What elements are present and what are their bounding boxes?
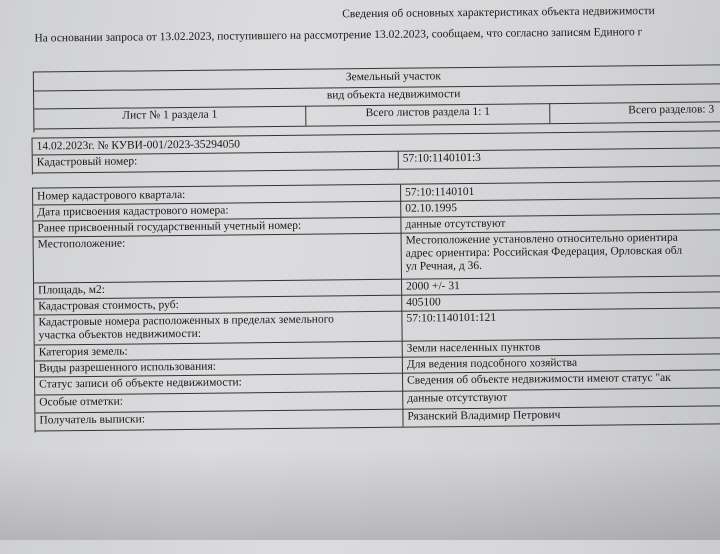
row-label: Статус записи об объекте недвижимости:: [35, 373, 403, 395]
row-label: Получатель выписки:: [35, 409, 403, 431]
object-type-table: [33, 64, 720, 133]
location-line-1: Местоположение установлено относительно ориентира: [405, 231, 678, 247]
row-value: [402, 229, 720, 279]
cadastral-number-value: 57:10:1140101:3: [399, 147, 720, 169]
row-label-line-1: Кадастровые номера расположенных в пределах земельного: [38, 313, 334, 329]
sheet-total: Всего листов раздела 1: 1: [306, 103, 550, 126]
characteristics-table: [32, 180, 720, 433]
row-value: 02.10.1995: [401, 197, 720, 217]
record-table: [32, 130, 720, 175]
row-label: Номер кадастрового квартала:: [33, 185, 401, 205]
location-line-3: ул Речная, д 36.: [405, 259, 483, 273]
cadastral-number-label: Кадастровый номер:: [33, 151, 399, 173]
paper-shadow: [0, 450, 720, 540]
row-value: Для ведения подсобного хозяйства: [403, 353, 720, 373]
object-type-name: Земельный участок: [34, 65, 720, 91]
sheet-number: Лист № 1 раздела 1: [34, 106, 306, 129]
row-label: Виды разрешенного использования:: [35, 357, 403, 377]
row-value: 57:10:1140101: [401, 181, 720, 201]
row-label: Кадастровая стоимость, руб:: [34, 295, 402, 315]
row-label: Ранее присвоенный государственный учетный номер:: [33, 217, 401, 237]
row-value: Земли населенных пунктов: [403, 337, 720, 357]
location-line-2: адрес ориентира: Российская Федерация, Орловская обл: [405, 244, 683, 260]
row-label: Дата присвоения кадастрового номера:: [33, 201, 401, 221]
table-row: [34, 229, 720, 284]
row-value: данные отсутствуют: [401, 213, 720, 233]
document-intro: На основании запроса от 13.02.2023, поступившего на рассмотрение 13.02.2023, сообщаем, что согласно записям Единого г: [34, 26, 643, 45]
record-number: 14.02.2023г. № КУВИ-001/2023-35294050: [33, 131, 720, 155]
row-label: Категория земель:: [35, 341, 403, 361]
object-type-caption: вид объекта недвижимости: [34, 83, 720, 109]
row-value: 405100: [402, 291, 720, 311]
row-label: Особые отметки:: [35, 391, 403, 413]
row-label: Площадь, м2:: [34, 279, 402, 299]
row-value: Сведения об объекте недвижимости имеют статус "ак: [403, 369, 720, 391]
row-value: 57:10:1140101:121: [402, 307, 720, 341]
sections-total: Всего разделов: 3: [550, 101, 720, 123]
row-label: Местоположение:: [34, 233, 402, 283]
row-label-line-2: участка объектов недвижимости:: [38, 327, 201, 342]
row-value: данные отсутствуют: [403, 387, 720, 409]
document-title: Сведения об основных характеристиках объекта недвижимости: [342, 5, 655, 21]
row-value: 2000 +/- 31: [402, 275, 720, 295]
row-value: Рязанский Владимир Петрович: [403, 405, 720, 427]
row-label: [34, 311, 402, 345]
